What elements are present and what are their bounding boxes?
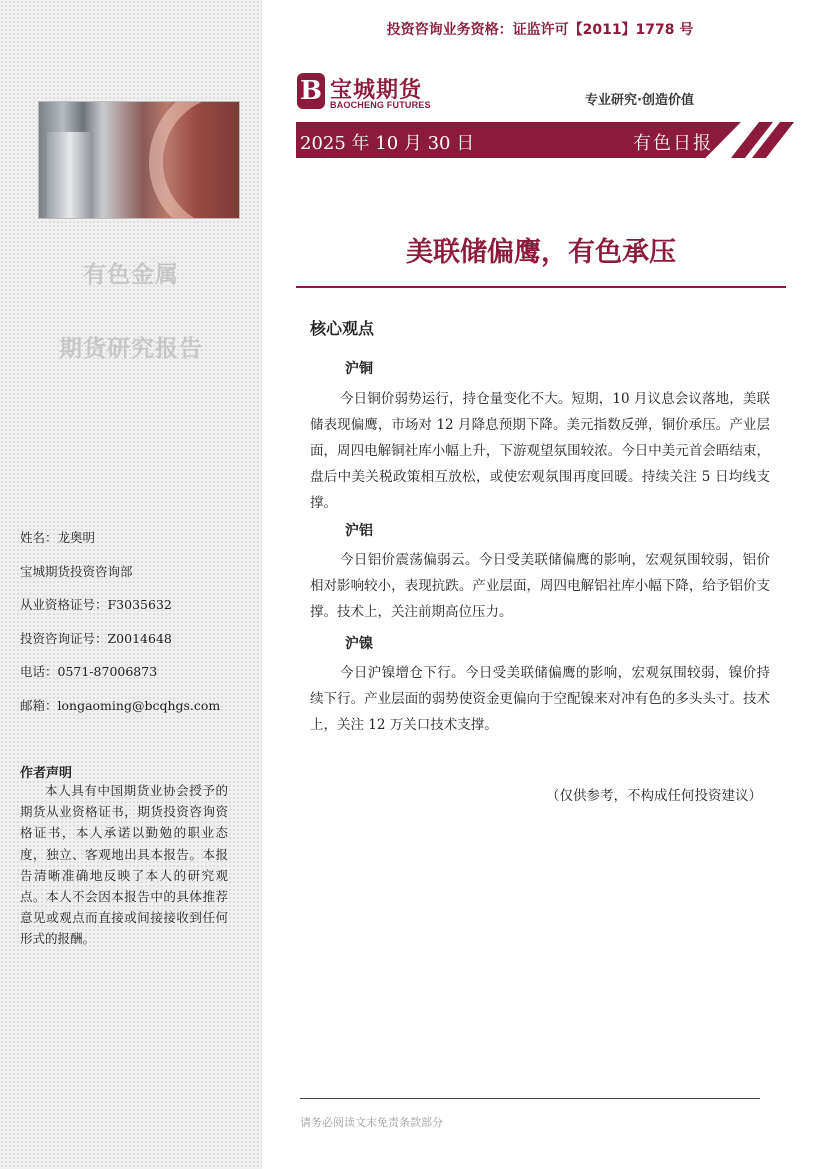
author-statement-text: 本人具有中国期货业协会授予的期货从业资格证书，期货投资咨询资格证书，本人承诺以勤勉的职业态度，独立、客观地出具本报告。本报告清晰准确地反映了本人的研究观点。本人不会因本报告中的具体推荐意见或观点而直接或间接接收到任何形式的报酬。 <box>20 783 228 947</box>
section-text-nickel: 今日沪镍增仓下行。今日受美联储偏鹰的影响，宏观氛围较弱，镍价持续下行。产业层面的弱势使资金更偏向于空配镍来对冲有色的多头头寸。技术上，关注 12 万关口技术支撑。 <box>310 665 770 733</box>
logo-chinese-name: 宝城期货 <box>330 77 423 103</box>
cover-image <box>38 101 240 219</box>
section-heading-copper: 沪铜 <box>345 361 373 377</box>
cover-image-metal-bar <box>47 132 93 219</box>
analyst-department: 宝城期货投资咨询部 <box>20 563 133 579</box>
slogan: 专业研究·创造价值 <box>585 93 694 108</box>
investment-disclaimer: （仅供参考，不构成任何投资建议） <box>546 788 762 804</box>
logo-english-name: BAOCHENG FUTURES <box>330 100 431 110</box>
sidebar-title-line1: 有色金属 <box>83 262 179 288</box>
analyst-info <box>20 528 250 729</box>
analyst-license: 从业资格证号：F3035632 <box>20 597 172 612</box>
report-date: 2025 年 10 月 30 日 <box>300 133 475 154</box>
logo-mark-icon: B <box>297 73 325 109</box>
section-text-aluminum: 今日铝价震荡偏弱云。今日受美联储偏鹰的影响，宏观氛围较弱，铝价相对影响较小，表现抗跌。产业层面，周四电解铝社库小幅下降，给予铝价支撑。技术上，关注前期高位压力。 <box>310 552 770 620</box>
footer-divider <box>300 1098 760 1099</box>
headline-divider <box>296 286 786 288</box>
report-headline: 美联储偏鹰，有色承压 <box>406 237 676 268</box>
section-heading-nickel: 沪镍 <box>345 636 373 652</box>
section-heading-aluminum: 沪铝 <box>345 523 373 539</box>
analyst-consult-license: 投资咨询证号：Z0014648 <box>20 630 172 646</box>
analyst-phone: 电话：0571-87006873 <box>20 664 158 679</box>
cover-image-copper-coil <box>149 101 240 219</box>
author-statement-heading: 作者声明 <box>20 766 73 781</box>
sidebar <box>0 0 262 1169</box>
analyst-name: 姓名：龙奥明 <box>20 530 96 545</box>
company-logo <box>297 73 457 113</box>
qualification-notice: 投资咨询业务资格：证监许可【2011】1778 号 <box>386 22 694 38</box>
section-text-copper: 今日铜价弱势运行，持仓量变化不大。短期，10 月议息会议落地，美联储表现偏鹰，市场对 12 月降息预期下降。美元指数反弹，铜价承压。产业层面，周四电解铜社库小幅上升，下游观望氛围较浓。今日中美元首会晤结束，盘后中美关税政策相互放松，或使宏观氛围再度回暖。持续关注 5 日均线支撑。 <box>310 391 770 511</box>
analyst-email: 邮箱：longaoming@bcqhgs.com <box>20 697 221 713</box>
core-view-heading: 核心观点 <box>310 319 375 338</box>
report-type: 有色日报 <box>633 133 713 154</box>
sidebar-title-line2: 期货研究报告 <box>59 336 203 362</box>
footer-note: 请务必阅读文末免责条款部分 <box>300 1116 443 1129</box>
